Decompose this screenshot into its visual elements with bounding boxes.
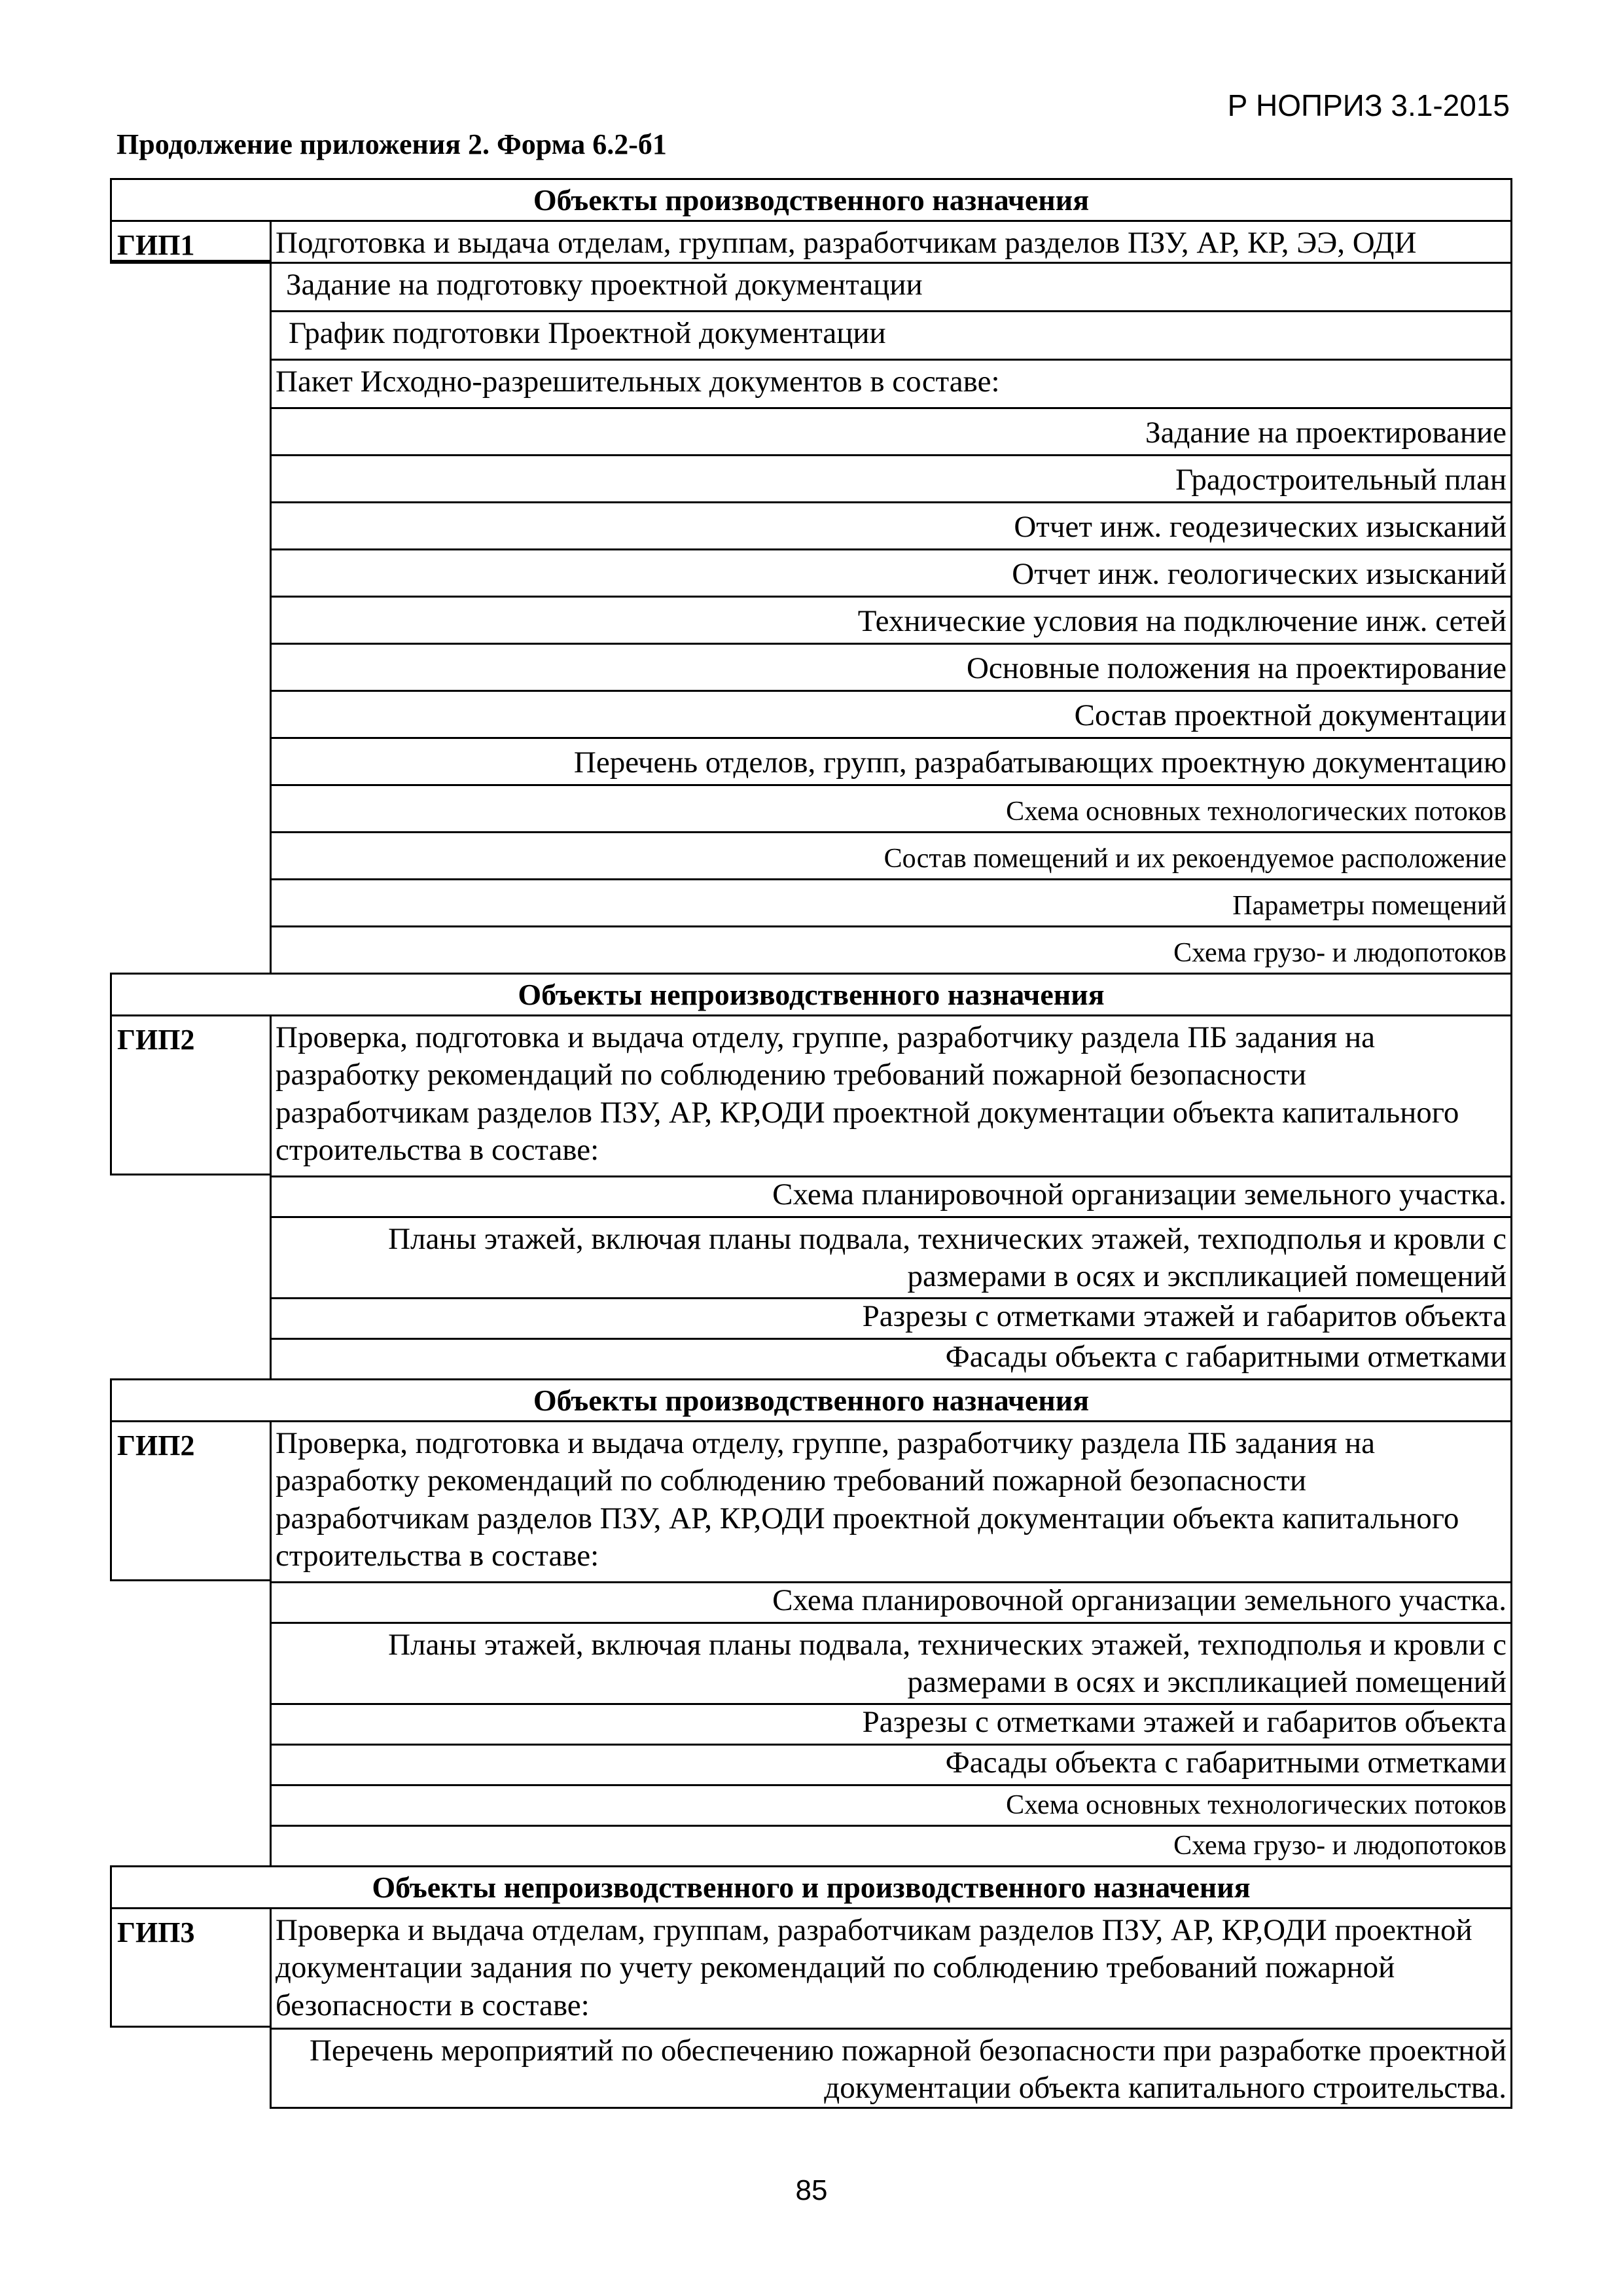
section-main-text: Подготовка и выдача отделам, группам, разработчикам разделов ПЗУ, АР, КР, ЭЭ, ОДИ (270, 220, 1512, 262)
list-item: Задание на проектирование (270, 407, 1512, 454)
section-group (110, 1014, 1512, 1378)
document-code: Р НОПРИЗ 3.1-2015 (1227, 88, 1510, 122)
list-item: Планы этажей, включая планы подвала, технических этажей, техподполья и кровли с размерами в осях и экспликацией помещений (270, 1622, 1512, 1703)
section-group (110, 1907, 1512, 2109)
list-item: Отчет инж. геологических изысканий (270, 548, 1512, 596)
section-main-text: Проверка, подготовка и выдача отделу, группе, разработчику раздела ПБ задания на разработку рекомендаций по соблюдению требований пожарной безопасности разработчикам разделов ПЗУ, АР, КР,ОДИ проектной документации объекта капитального строительства в составе: (270, 1420, 1512, 1581)
list-item: Параметры помещений (270, 878, 1512, 925)
section-title: Объекты производственного назначения (110, 1378, 1512, 1420)
row-spacer (110, 262, 270, 973)
list-item: Фасады объекта с габаритными отметками (270, 1338, 1512, 1378)
list-item: Градостроительный план (270, 454, 1512, 501)
list-item: Перечень мероприятий по обеспечению пожарной безопасности при разработке проектной документации объекта капитального строительства. (270, 2028, 1512, 2109)
form-table (110, 178, 1512, 2109)
list-item: Перечень отделов, групп, разрабатывающих проектную документацию (270, 737, 1512, 784)
list-item: Разрезы с отметками этажей и габаритов объекта (270, 1297, 1512, 1338)
list-item: Основные положения на проектирование (270, 643, 1512, 690)
gip-label: ГИП2 (110, 1014, 270, 1175)
section-group (110, 220, 1512, 973)
section-group (110, 1420, 1512, 1865)
section-title: Объекты производственного назначения (110, 178, 1512, 220)
list-item: Схема планировочной организации земельного участка. (270, 1581, 1512, 1622)
list-item: Технические условия на подключение инж. сетей (270, 596, 1512, 643)
section-main-text: Проверка, подготовка и выдача отделу, группе, разработчику раздела ПБ задания на разработку рекомендаций по соблюдению требований пожарной безопасности разработчикам разделов ПЗУ, АР, КР,ОДИ проектной документации объекта капитального строительства в составе: (270, 1014, 1512, 1175)
list-item: Фасады объекта с габаритными отметками (270, 1744, 1512, 1784)
list-item: Планы этажей, включая планы подвала, технических этажей, техподполья и кровли с размерами в осях и экспликацией помещений (270, 1216, 1512, 1297)
form-subtitle: Продолжение приложения 2. Форма 6.2-б1 (116, 128, 667, 160)
list-item: Схема планировочной организации земельного участка. (270, 1175, 1512, 1216)
list-item: Разрезы с отметками этажей и габаритов объекта (270, 1703, 1512, 1744)
list-item: Схема грузо- и людопотоков (270, 1825, 1512, 1865)
list-item: Состав проектной документации (270, 690, 1512, 737)
list-item: Схема основных технологических потоков (270, 1784, 1512, 1825)
list-item: Схема основных технологических потоков (270, 784, 1512, 831)
gip-label: ГИП3 (110, 1907, 270, 2028)
row-spacer (110, 1175, 270, 1378)
list-item: Задание на подготовку проектной документации (270, 262, 1512, 310)
row-spacer (110, 2028, 270, 2109)
section-title: Объекты непроизводственного и производственного назначения (110, 1865, 1512, 1907)
list-item: Схема грузо- и людопотоков (270, 925, 1512, 973)
section-title: Объекты непроизводственного назначения (110, 973, 1512, 1014)
page-number: 85 (795, 2174, 828, 2206)
row-spacer (110, 1581, 270, 1865)
gip-label: ГИП2 (110, 1420, 270, 1581)
section-main-text: Проверка и выдача отделам, группам, разработчикам разделов ПЗУ, АР, КР,ОДИ проектной документации задания по учету рекомендаций по соблюдению требований пожарной безопасности в составе: (270, 1907, 1512, 2028)
list-item: Состав помещений и их рекоендуемое расположение (270, 831, 1512, 878)
list-item: Пакет Исходно-разрешительных документов в составе: (270, 359, 1512, 407)
list-item: Отчет инж. геодезических изысканий (270, 501, 1512, 548)
gip-label: ГИП1 (110, 220, 270, 262)
list-item: График подготовки Проектной документации (270, 310, 1512, 359)
